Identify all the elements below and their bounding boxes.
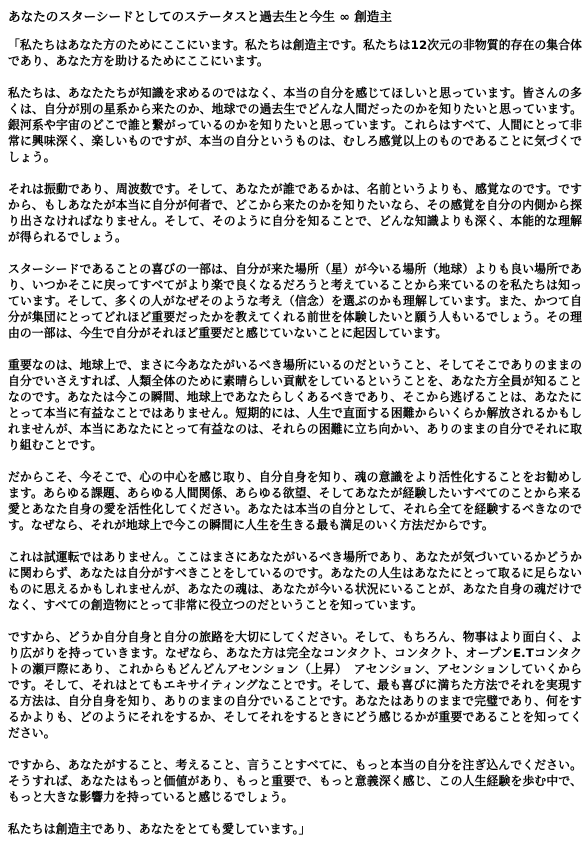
paragraph-8: ですから、どうか自分自身と自分の旅路を大切にしてください。そして、もちろん、物事はより面白く、より広がりを持っていきます。なぜなら、あなた方は完全なコンタクト、コンタクト、オープンE.Tコンタクトの瀬戸際にあり、これからもどんどんアセンション（上昇） アセンション、アセンションしていくからです。そして、それはとてもエキサイティングなことです。そして、最も喜びに満ちた方法でそれを実現する方法は、自分自身を知り、ありのままの自分でいることです。あなたはありのままで完璧であり、何をするかよりも、どのようにそれをするか、そしてそれをするときにどう感じるかが重要であることを知ってください。	[8, 630, 582, 740]
paragraph-7: これは試運転ではありません。ここはまさにあなたがいるべき場所であり、あなたが気づいているかどうかに関わらず、あなたは自分がすべきことをしているのです。あなたの人生はあなたにとって取るに足らないものに思えるかもしれませんが、あなたの魂は、あなたが今いる状況にいることが、あなた自身の魂だけでなく、すべての創造物にとって非常に役立つのだということを知っています。	[8, 550, 582, 612]
paragraph-3: それは振動であり、周波数です。そして、あなたが誰であるかは、名前というよりも、感覚なのです。ですから、もしあなたが本当に自分が何者で、どこから来たのかを知りたいなら、その感覚を自分の内側から探り出さなければなりません。そして、そのように自分を知ることで、どんな知識よりも深く、本能的な理解が得られるでしょう。	[8, 182, 582, 244]
paragraph-5: 重要なのは、地球上で、まさに今あなたがいるべき場所にいるのだということ、そしてそこでありのままの自分でいさえすれば、人類全体のために素晴らしい貢献をしているということを、あなた方全員が知ることなのです。あなたは今この瞬間、地球上であなたらしくあるべきであり、そこから逃げることは、あなたにとって本当に有益なことではありません。短期的には、人生で直面する困難からいくらか解放されるかもしれませんが、本当にあなたにとって有益なのは、それらの困難に立ち向かい、ありのままの自分でそれに取り組むことです。	[8, 358, 582, 452]
paragraph-2: 私たちは、あなたたちが知識を求めるのではなく、本当の自分を感じてほしいと思っています。皆さんの多くは、自分が別の星系から来たのか、地球での過去生でどんな人間だったのかを知りたいと思っています。銀河系や宇宙のどこで誰と繋がっているのかを知りたいと思っています。これらはすべて、人間にとって非常に興味深く、楽しいものですが、本当の自分というものは、むしろ感覚以上のものであることに気づくでしょう。	[8, 86, 582, 164]
paragraph-1: 「私たちはあなた方のためにここにいます。私たちは創造主です。私たちは12次元の非物質的存在の集合体であり、あなた方を助けるためにここにいます。	[8, 38, 582, 68]
paragraph-6: だからこそ、今そこで、心の中心を感じ取り、自分自身を知り、魂の意識をより活性化することをお勧めします。あらゆる課題、あらゆる人間関係、あらゆる欲望、そしてあなたが経験したいすべてのことから来る愛とあなた自身の愛を活性化してください。あなたは本当の自分として、それら全てを経験するべきなのです。なぜなら、それが地球上で今この瞬間に人生を生きる最も満足のいく方法だからです。	[8, 470, 582, 532]
paragraph-9: ですから、あなたがすること、考えること、言うことすべてに、もっと本当の自分を注ぎ込んでください。そうすれば、あなたはもっと価値があり、もっと重要で、もっと意義深く感じ、この人生経験を歩む中で、もっと大きな影響力を持っていると感じるでしょう。	[8, 758, 582, 804]
document	[8, 9, 582, 837]
document-title: あなたのスターシードとしてのステータスと過去生と今生 ∞ 創造主	[8, 9, 392, 24]
paragraph-4: スターシードであることの喜びの一部は、自分が来た場所（星）が今いる場所（地球）よりも良い場所であり、いつかそこに戻ってすべてがより楽で良くなるだろうと考えていることから来ているのを私たちは知っています。そして、多くの人がなぜそのような考え（信念）を選ぶのかも理解しています。また、かつて自分が集団にとってどれほど重要だったかを教えてくれる前世を体験したいと願う人もいるでしょう。その理由の一部は、今生で自分がそれほど重要だと感じていないことに起因しています。	[8, 262, 582, 340]
paragraph-10: 私たちは創造主であり、あなたをとても愛しています。」	[8, 822, 311, 836]
